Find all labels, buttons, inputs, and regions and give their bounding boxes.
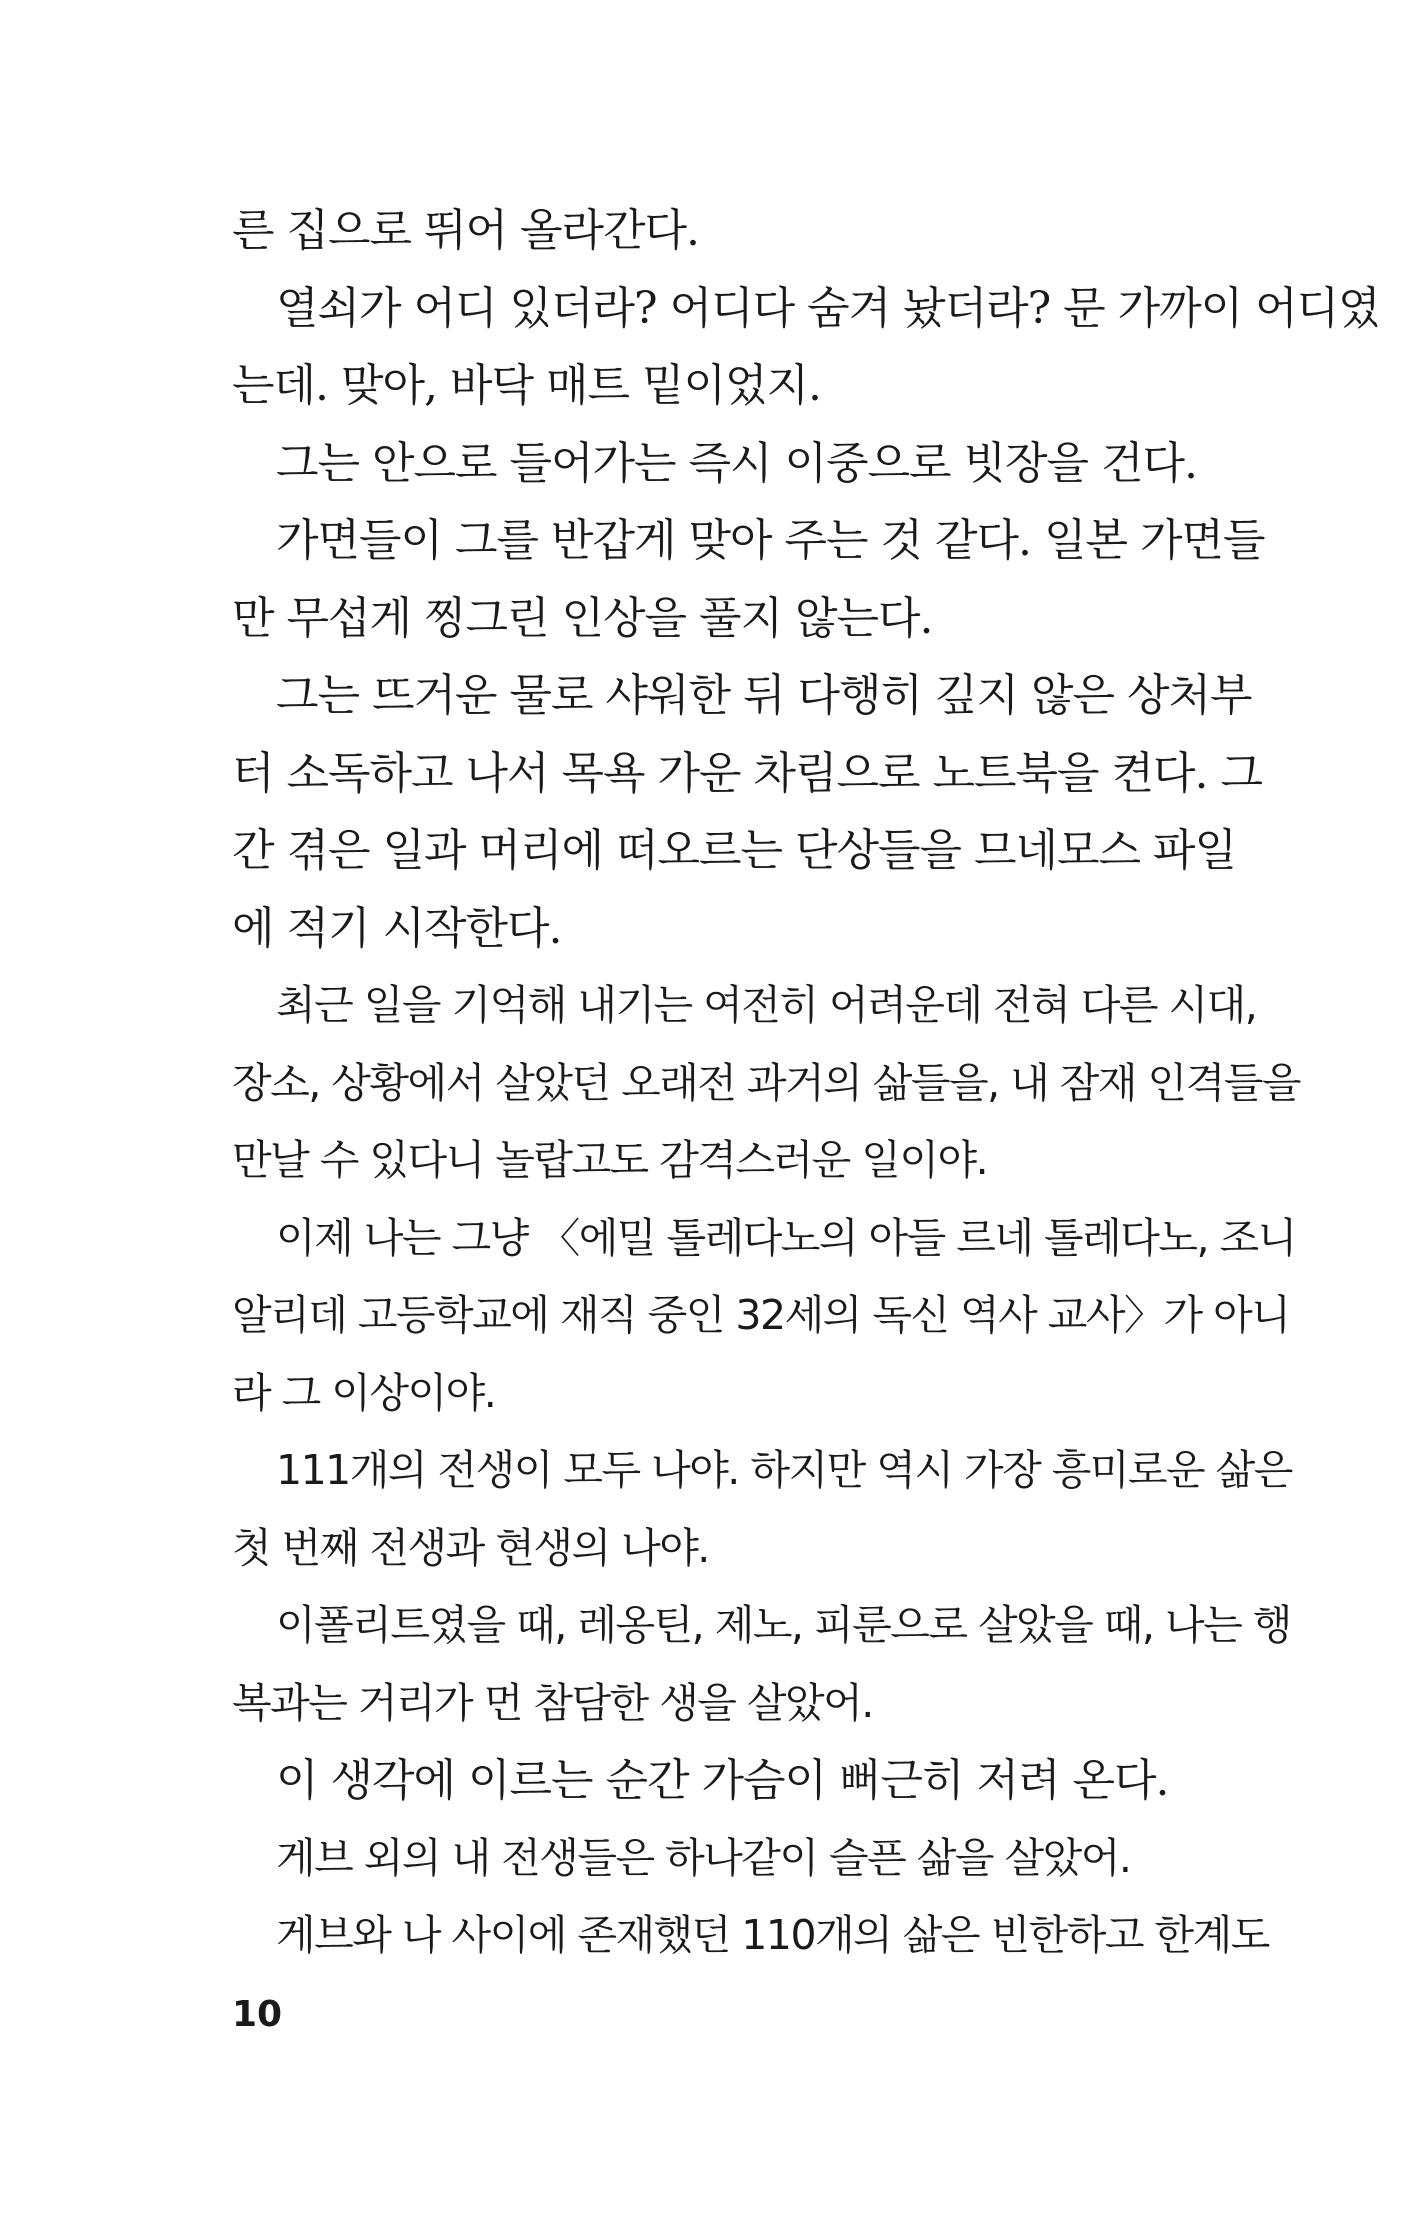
text-line: 111개의 전생이 모두 나야. 하지만 역시 가장 흥미로운 삶은 — [276, 1446, 1292, 1494]
text-line: 장소, 상황에서 살았던 오래전 과거의 삶들을, 내 잠재 인격들을 — [232, 1058, 1300, 1107]
text-line: 이폴리트였을 때, 레옹틴, 제노, 피룬으로 살았을 때, 나는 행 — [276, 1601, 1291, 1649]
text-line: 만날 수 있다니 놀랍고도 감격스러운 일이야. — [232, 1136, 988, 1184]
body-text — [232, 192, 1380, 1975]
text-line: 에 적기 시작한다. — [232, 902, 562, 954]
text-line: 첫 번째 전생과 현생의 나야. — [232, 1523, 709, 1572]
text-line: 는데. 맞아, 바닥 매트 밑이었지. — [232, 360, 821, 411]
text-line: 알리데 고등학교에 재직 중인 32세의 독신 역사 교사〉가 아니 — [232, 1291, 1290, 1339]
text-line: 이제 나는 그냥 〈에밀 톨레다노의 아들 르네 톨레다노, 조니 — [276, 1213, 1296, 1262]
text-line: 게브와 나 사이에 존재했던 110개의 삶은 빈한하고 한계도 — [276, 1911, 1269, 1959]
text-line: 그는 안으로 들어가는 즉시 이중으로 빗장을 건다. — [276, 437, 1197, 489]
text-line: 른 집으로 뛰어 올라간다. — [232, 205, 699, 256]
text-line: 간 겪은 일과 머리에 떠오르는 단상들을 므네모스 파일 — [232, 825, 1236, 876]
text-line: 복과는 거리가 먼 참담한 생을 살았어. — [232, 1678, 873, 1727]
text-line: 그는 뜨거운 물로 샤워한 뒤 다행히 깊지 않은 상처부 — [276, 670, 1252, 721]
text-line: 가면들이 그를 반갑게 맞아 주는 것 같다. 일본 가면들 — [276, 515, 1265, 566]
text-line: 만 무섭게 찡그린 인상을 풀지 않는다. — [232, 592, 933, 644]
text-line: 터 소독하고 나서 목욕 가운 차림으로 노트북을 켠다. 그 — [232, 747, 1262, 799]
text-line: 게브 외의 내 전생들은 하나같이 슬픈 삶을 살았어. — [276, 1833, 1131, 1882]
text-line: 이 생각에 이르는 순간 가슴이 뻐근히 저려 온다. — [276, 1755, 1169, 1806]
text-line: 라 그 이상이야. — [232, 1368, 496, 1417]
text-line: 열쇠가 어디 있더라? 어디다 숨겨 놨더라? 문 가까이 어디였 — [276, 282, 1380, 334]
text-line: 최근 일을 기억해 내기는 여전히 어려운데 전혀 다른 시대, — [276, 981, 1257, 1029]
page-number: 10 — [232, 1994, 283, 2035]
